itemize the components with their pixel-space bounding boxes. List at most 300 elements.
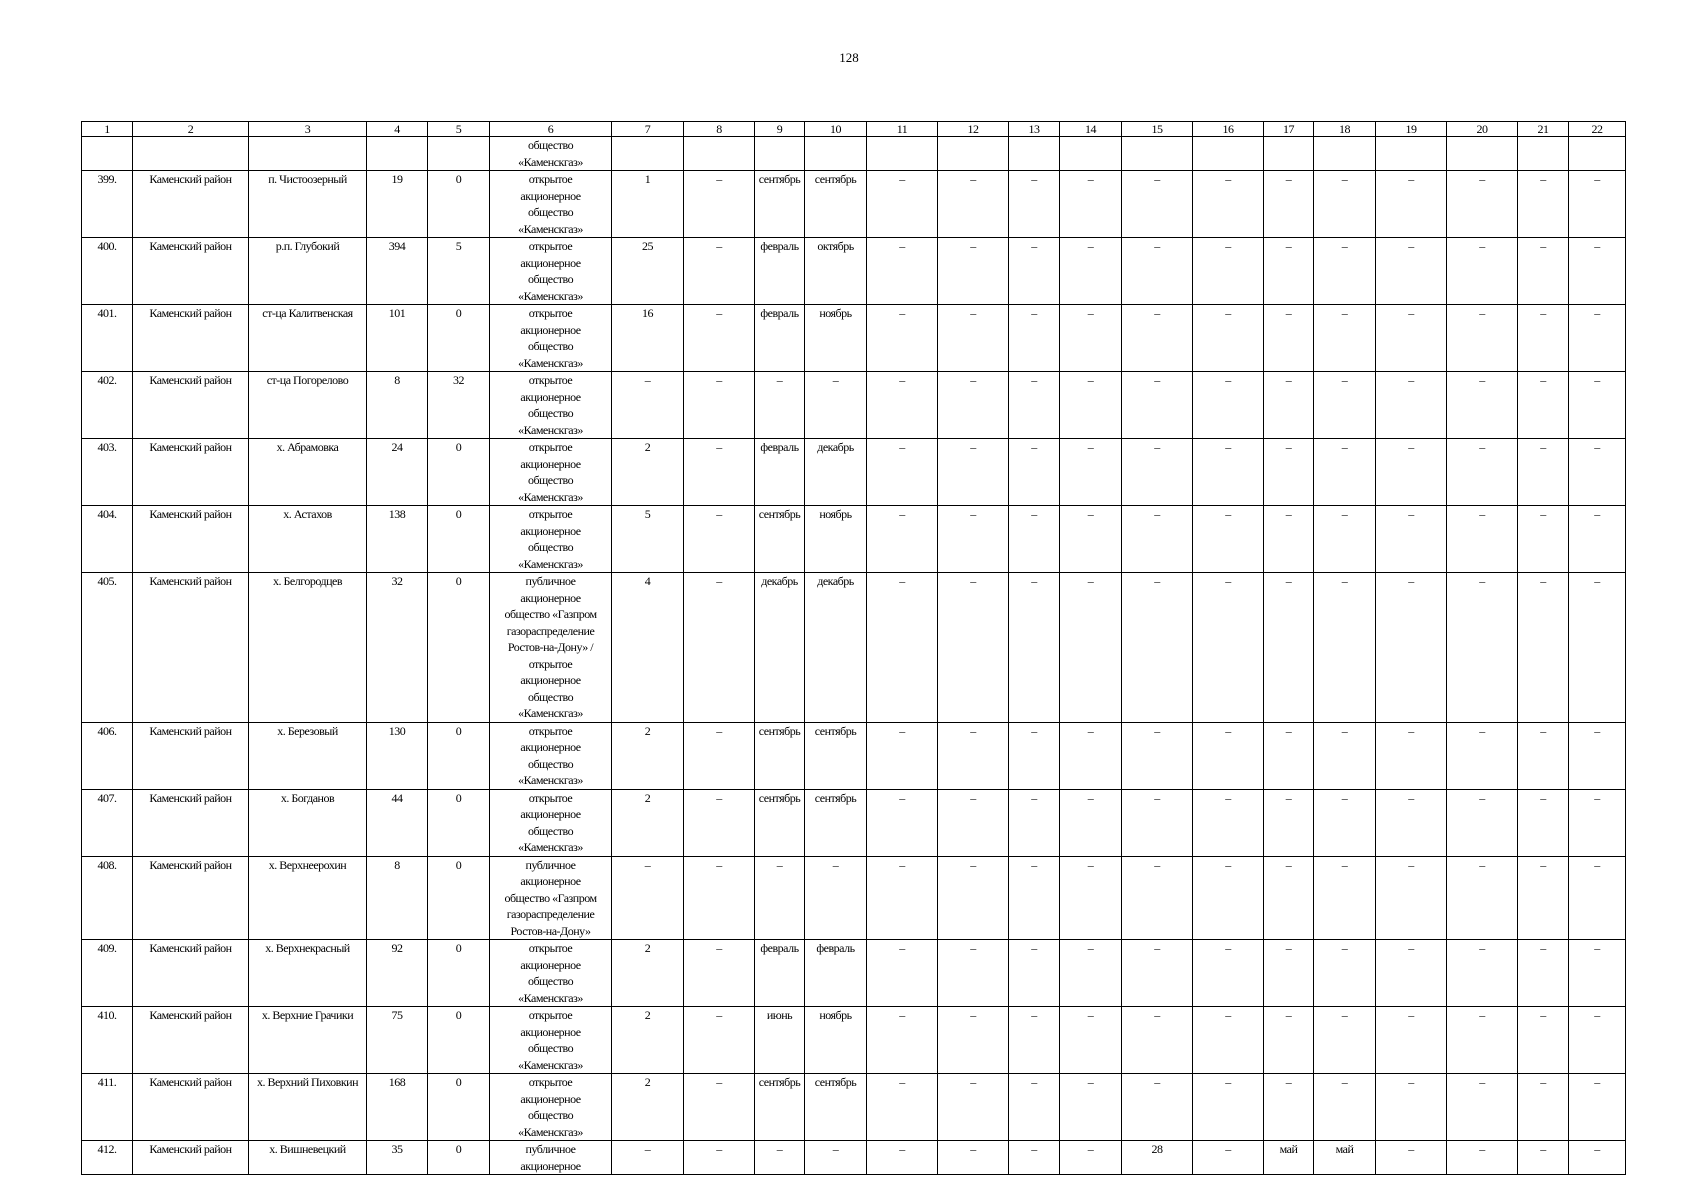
header-row [82, 122, 1626, 137]
value-cell: – [1009, 789, 1060, 856]
value-cell: – [1569, 305, 1626, 372]
district-cell: Каменский район [133, 940, 249, 1007]
value-cell: – [684, 573, 755, 723]
header-cell: 14 [1060, 122, 1122, 137]
locality-cell: ст-ца Погорелово [249, 372, 367, 439]
table-row [82, 940, 1626, 1007]
org-cell-line: открытое [528, 172, 573, 186]
table-row [82, 1007, 1626, 1074]
value-cell: – [1518, 1141, 1569, 1175]
locality-cell: х. Верхнекрасный [249, 940, 367, 1007]
org-cell-line: общество [527, 138, 574, 152]
org-cell-line: общество [527, 406, 574, 420]
district-cell: Каменский район [133, 1141, 249, 1175]
district-cell: Каменский район [133, 439, 249, 506]
table-row [82, 372, 1626, 439]
district-cell: Каменский район [133, 372, 249, 439]
row-number-cell: 407. [82, 789, 133, 856]
empty-cell [755, 137, 805, 171]
value-cell: – [1314, 171, 1376, 238]
value-cell: – [1447, 506, 1518, 573]
org-cell-line: общество [527, 205, 574, 219]
value-cell: – [1569, 372, 1626, 439]
district-cell: Каменский район [133, 789, 249, 856]
value-cell: – [1193, 305, 1264, 372]
value-cell: – [1447, 1141, 1518, 1175]
count-cell: 0 [428, 439, 490, 506]
value-cell: – [1060, 940, 1122, 1007]
value-cell: – [1009, 506, 1060, 573]
count-cell: 0 [428, 506, 490, 573]
org-cell-line: акционерное [520, 456, 581, 471]
org-cell-line: «Каменскгаз» [518, 288, 583, 303]
org-cell-line: открытое [528, 306, 573, 320]
empty-cell [805, 137, 867, 171]
count-cell: 0 [428, 171, 490, 238]
month-cell: февраль [755, 439, 805, 506]
value-cell: – [1314, 940, 1376, 1007]
value-cell: – [1518, 439, 1569, 506]
value-cell: – [867, 372, 938, 439]
data-table [81, 121, 1626, 1175]
value-cell: – [1518, 171, 1569, 238]
value-cell: – [1447, 940, 1518, 1007]
value-cell: – [684, 506, 755, 573]
value-cell: – [684, 856, 755, 940]
value-cell: – [938, 722, 1009, 789]
month-cell: ноябрь [805, 305, 867, 372]
org-cell-line: «Каменскгаз» [518, 422, 583, 437]
value-cell: – [1193, 1141, 1264, 1175]
empty-cell [1447, 137, 1518, 171]
value-cell: май [1264, 1141, 1314, 1175]
value-cell: – [1060, 506, 1122, 573]
locality-cell: х. Вишневецкий [249, 1141, 367, 1175]
count-cell: 35 [367, 1141, 428, 1175]
org-cell [490, 722, 612, 789]
month-cell: сентябрь [805, 171, 867, 238]
org-cell-line: «Каменскгаз» [518, 221, 583, 236]
value-cell: – [867, 573, 938, 723]
header-cell: 22 [1569, 122, 1626, 137]
count-cell: 5 [428, 238, 490, 305]
org-cell-line: акционерное [520, 188, 581, 203]
value-cell: 2 [612, 1074, 684, 1141]
value-cell: 5 [612, 506, 684, 573]
value-cell: – [1009, 856, 1060, 940]
value-cell: – [1122, 506, 1193, 573]
value-cell: – [684, 940, 755, 1007]
value-cell: – [1569, 171, 1626, 238]
row-number-cell: 403. [82, 439, 133, 506]
value-cell: – [938, 171, 1009, 238]
header-cell: 21 [1518, 122, 1569, 137]
count-cell: 0 [428, 856, 490, 940]
value-cell: – [1376, 940, 1447, 1007]
org-cell-line: акционерное [520, 389, 581, 404]
value-cell: – [867, 940, 938, 1007]
value-cell: – [1264, 171, 1314, 238]
value-cell: – [1569, 1007, 1626, 1074]
count-cell: 138 [367, 506, 428, 573]
value-cell: 2 [612, 1007, 684, 1074]
value-cell: – [1376, 439, 1447, 506]
month-cell: – [805, 1141, 867, 1175]
value-cell: – [1122, 238, 1193, 305]
value-cell: – [684, 372, 755, 439]
value-cell: – [1314, 856, 1376, 940]
org-cell-line: открытое [528, 440, 573, 454]
value-cell: – [1060, 1141, 1122, 1175]
value-cell: – [938, 1141, 1009, 1175]
org-cell-line: общество [527, 272, 574, 286]
value-cell: – [1122, 305, 1193, 372]
value-cell: – [1376, 573, 1447, 723]
locality-cell: ст-ца Калитвенская [249, 305, 367, 372]
row-number-cell: 406. [82, 722, 133, 789]
value-cell: – [1060, 1074, 1122, 1141]
value-cell: 4 [612, 573, 684, 723]
month-cell: декабрь [805, 439, 867, 506]
value-cell: – [1518, 856, 1569, 940]
value-cell: – [1264, 305, 1314, 372]
value-cell: – [1376, 1074, 1447, 1141]
value-cell: – [1314, 506, 1376, 573]
count-cell: 44 [367, 789, 428, 856]
month-cell: июнь [755, 1007, 805, 1074]
empty-cell [1569, 137, 1626, 171]
value-cell: – [1193, 722, 1264, 789]
org-cell [490, 573, 612, 723]
empty-cell [1264, 137, 1314, 171]
value-cell: – [684, 789, 755, 856]
org-cell [490, 372, 612, 439]
value-cell: – [938, 856, 1009, 940]
count-cell: 32 [428, 372, 490, 439]
value-cell: – [1518, 789, 1569, 856]
value-cell: – [1447, 722, 1518, 789]
value-cell: – [1518, 722, 1569, 789]
value-cell: – [1060, 722, 1122, 789]
value-cell: – [1376, 372, 1447, 439]
value-cell: – [1518, 305, 1569, 372]
value-cell: – [1518, 372, 1569, 439]
row-number-cell: 399. [82, 171, 133, 238]
value-cell: – [1122, 722, 1193, 789]
value-cell: – [612, 372, 684, 439]
month-cell: сентябрь [755, 722, 805, 789]
value-cell: – [1376, 238, 1447, 305]
row-number-cell: 411. [82, 1074, 133, 1141]
org-cell-line: акционерное [520, 740, 581, 754]
value-cell: – [1009, 1074, 1060, 1141]
empty-cell [249, 137, 367, 171]
org-cell [490, 940, 612, 1007]
value-cell: – [1376, 1141, 1447, 1175]
locality-cell: х. Астахов [249, 506, 367, 573]
value-cell: 1 [612, 171, 684, 238]
value-cell: – [1569, 1141, 1626, 1175]
org-cell-line: акционерное [520, 322, 581, 337]
value-cell: – [684, 722, 755, 789]
org-cell-line: «Каменскгаз» [518, 990, 583, 1005]
value-cell: – [1193, 506, 1264, 573]
header-cell: 2 [133, 122, 249, 137]
value-cell: – [938, 940, 1009, 1007]
value-cell: – [938, 506, 1009, 573]
value-cell: – [1009, 305, 1060, 372]
header-cell: 12 [938, 122, 1009, 137]
org-cell-line: акционерное [520, 1158, 581, 1173]
month-cell: – [755, 856, 805, 940]
value-cell: – [1518, 573, 1569, 723]
empty-cell [1060, 137, 1122, 171]
header-cell: 3 [249, 122, 367, 137]
value-cell: – [1569, 722, 1626, 789]
row-number-cell: 405. [82, 573, 133, 723]
value-cell: – [1376, 722, 1447, 789]
org-cell-line: открытое [528, 941, 573, 955]
month-cell: ноябрь [805, 1007, 867, 1074]
value-cell: – [612, 856, 684, 940]
table-row [82, 1074, 1626, 1141]
value-cell: – [1264, 573, 1314, 723]
value-cell: – [1314, 722, 1376, 789]
header-cell: 8 [684, 122, 755, 137]
value-cell: – [1060, 238, 1122, 305]
district-cell: Каменский район [133, 573, 249, 723]
value-cell: – [867, 722, 938, 789]
value-cell: 28 [1122, 1141, 1193, 1175]
count-cell: 0 [428, 1141, 490, 1175]
org-cell-line: открытое [528, 790, 573, 805]
value-cell: – [867, 439, 938, 506]
org-cell [490, 1074, 612, 1141]
row-number-cell: 400. [82, 238, 133, 305]
value-cell: – [1264, 238, 1314, 305]
org-cell-line: акционерное [520, 590, 581, 605]
org-cell-line: акционерное [520, 523, 581, 538]
value-cell: – [1264, 722, 1314, 789]
table-row [82, 1141, 1626, 1175]
value-cell: 2 [612, 789, 684, 856]
month-cell: – [805, 856, 867, 940]
value-cell: – [1193, 372, 1264, 439]
value-cell: – [867, 506, 938, 573]
district-cell: Каменский район [133, 305, 249, 372]
header-cell: 20 [1447, 122, 1518, 137]
value-cell: – [1314, 439, 1376, 506]
value-cell: – [1447, 789, 1518, 856]
value-cell: – [1518, 238, 1569, 305]
month-cell: февраль [755, 238, 805, 305]
value-cell: – [684, 1074, 755, 1141]
value-cell: – [1009, 1007, 1060, 1074]
count-cell: 75 [367, 1007, 428, 1074]
empty-cell [428, 137, 490, 171]
header-cell: 4 [367, 122, 428, 137]
org-cell-line: открытое [528, 723, 573, 738]
org-cell-line: открытое [528, 239, 573, 253]
locality-cell: х. Абрамовка [249, 439, 367, 506]
value-cell: – [1264, 372, 1314, 439]
org-cell-line: общество [527, 540, 574, 554]
value-cell: – [1447, 1007, 1518, 1074]
org-cell-line: открытое [528, 1008, 573, 1022]
org-cell-line: открытое [528, 656, 573, 671]
value-cell: – [1122, 171, 1193, 238]
value-cell: – [1193, 238, 1264, 305]
value-cell: 16 [612, 305, 684, 372]
month-cell: февраль [755, 940, 805, 1007]
value-cell: – [938, 1074, 1009, 1141]
org-cell-line: акционерное [520, 255, 581, 270]
value-cell: – [1264, 439, 1314, 506]
org-cell-line: «Каменскгаз» [518, 1057, 583, 1072]
header-cell: 15 [1122, 122, 1193, 137]
org-cell-line: открытое [528, 373, 573, 387]
value-cell: – [1122, 1007, 1193, 1074]
org-cell-line: общество «Газпром [504, 890, 597, 905]
org-cell [490, 1007, 612, 1074]
org-cell-line: Ростов-на-Дону» / [507, 640, 594, 654]
value-cell: – [1009, 573, 1060, 723]
value-cell: – [1376, 171, 1447, 238]
month-cell: февраль [755, 305, 805, 372]
value-cell: – [1518, 506, 1569, 573]
value-cell: – [938, 573, 1009, 723]
month-cell: декабрь [755, 573, 805, 723]
value-cell: 2 [612, 940, 684, 1007]
value-cell: – [1009, 722, 1060, 789]
row-number-cell: 401. [82, 305, 133, 372]
value-cell: – [1447, 171, 1518, 238]
value-cell: – [1376, 856, 1447, 940]
header-cell: 9 [755, 122, 805, 137]
org-cell [490, 305, 612, 372]
count-cell: 0 [428, 789, 490, 856]
locality-cell: п. Чистоозерный [249, 171, 367, 238]
org-cell-line: общество «Газпром [504, 607, 597, 621]
org-cell-line: общество [527, 1108, 574, 1122]
value-cell: – [1518, 1007, 1569, 1074]
value-cell: – [1447, 305, 1518, 372]
org-cell-line: акционерное [520, 874, 581, 888]
value-cell: – [684, 1007, 755, 1074]
value-cell: – [1060, 789, 1122, 856]
value-cell: – [684, 439, 755, 506]
continuation-row [82, 137, 1626, 171]
header-cell: 18 [1314, 122, 1376, 137]
month-cell: октябрь [805, 238, 867, 305]
value-cell: – [1314, 1074, 1376, 1141]
table-row [82, 439, 1626, 506]
value-cell: – [1009, 171, 1060, 238]
org-cell-line: открытое [528, 507, 573, 521]
value-cell: – [1447, 573, 1518, 723]
header-cell: 13 [1009, 122, 1060, 137]
row-number-cell: 402. [82, 372, 133, 439]
value-cell: – [1193, 1007, 1264, 1074]
count-cell: 0 [428, 1074, 490, 1141]
count-cell: 130 [367, 722, 428, 789]
org-cell-line: «Каменскгаз» [518, 355, 583, 370]
value-cell: – [1376, 1007, 1447, 1074]
value-cell: – [1060, 439, 1122, 506]
org-cell [490, 789, 612, 856]
org-cell-line: общество [527, 473, 574, 487]
org-cell-line: «Каменскгаз» [518, 489, 583, 504]
value-cell: – [1314, 1007, 1376, 1074]
value-cell: – [1193, 171, 1264, 238]
header-cell: 11 [867, 122, 938, 137]
value-cell: – [1264, 789, 1314, 856]
district-cell: Каменский район [133, 856, 249, 940]
value-cell: – [1518, 940, 1569, 1007]
count-cell: 19 [367, 171, 428, 238]
month-cell: сентябрь [755, 506, 805, 573]
month-cell: сентябрь [755, 1074, 805, 1141]
value-cell: – [867, 789, 938, 856]
org-cell-line: «Каменскгаз» [518, 773, 583, 787]
locality-cell: х. Березовый [249, 722, 367, 789]
header-cell: 10 [805, 122, 867, 137]
month-cell: – [755, 1141, 805, 1175]
month-cell: сентябрь [805, 722, 867, 789]
value-cell: – [1009, 940, 1060, 1007]
locality-cell: х. Богданов [249, 789, 367, 856]
value-cell: – [1447, 372, 1518, 439]
org-cell-line: газораспределение [506, 623, 595, 638]
count-cell: 168 [367, 1074, 428, 1141]
value-cell: – [1009, 372, 1060, 439]
locality-cell: х. Верхние Грачики [249, 1007, 367, 1074]
org-cell [490, 137, 612, 171]
empty-cell [82, 137, 133, 171]
value-cell: – [1060, 856, 1122, 940]
value-cell: – [684, 238, 755, 305]
value-cell: – [1193, 940, 1264, 1007]
org-cell [490, 238, 612, 305]
header-cell: 1 [82, 122, 133, 137]
value-cell: 25 [612, 238, 684, 305]
value-cell: – [1122, 789, 1193, 856]
value-cell: – [1009, 238, 1060, 305]
value-cell: – [867, 238, 938, 305]
value-cell: – [1314, 789, 1376, 856]
row-number-cell: 409. [82, 940, 133, 1007]
count-cell: 8 [367, 372, 428, 439]
value-cell: – [612, 1141, 684, 1175]
value-cell: – [938, 305, 1009, 372]
org-cell-line: публичное [525, 1142, 576, 1156]
locality-cell: х. Белгородцев [249, 573, 367, 723]
org-cell-line: Ростов-на-Дону» [510, 923, 591, 938]
count-cell: 0 [428, 722, 490, 789]
org-cell-line: общество [527, 339, 574, 353]
value-cell: – [1447, 1074, 1518, 1141]
count-cell: 0 [428, 1007, 490, 1074]
month-cell: сентябрь [755, 789, 805, 856]
district-cell: Каменский район [133, 722, 249, 789]
value-cell: – [867, 1141, 938, 1175]
value-cell: – [1569, 940, 1626, 1007]
header-cell: 17 [1264, 122, 1314, 137]
count-cell: 32 [367, 573, 428, 723]
district-cell: Каменский район [133, 238, 249, 305]
value-cell: – [1314, 573, 1376, 723]
table-row [82, 722, 1626, 789]
